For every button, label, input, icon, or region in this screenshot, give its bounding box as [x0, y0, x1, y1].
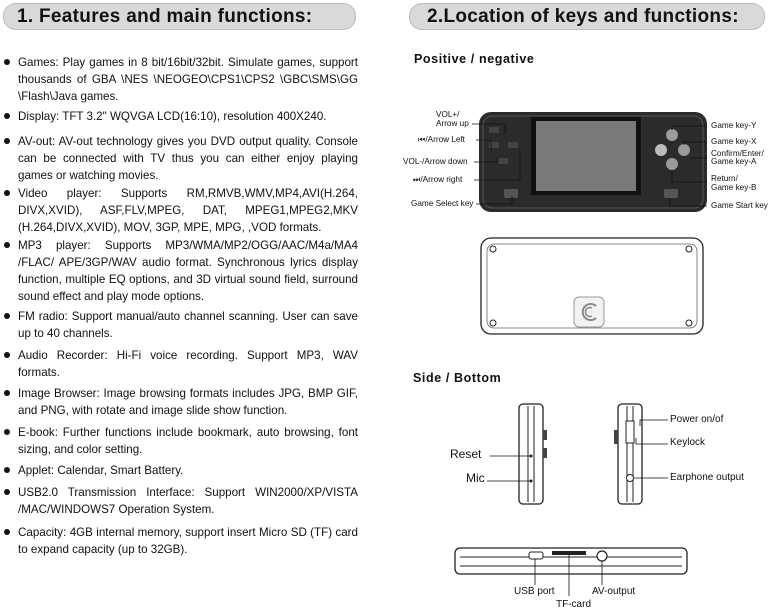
return-label: Return/: [711, 174, 738, 183]
game-key-y: [666, 129, 678, 141]
keys-header-text: 2.Location of keys and functions:: [427, 6, 739, 27]
feature-games: Games: Play games in 8 bit/16bit/32bit. Simulate games, support thousands of GBA \NES \NEOGEO\CPS1\CPS2 \GBC\SMS\GG \Flash\Java games.: [18, 56, 358, 103]
arrow-up-label: Arrow up: [436, 119, 469, 128]
side-bottom-title: Side / Bottom: [413, 371, 502, 385]
feature-mp3-player: MP3 player: Supports MP3/WMA/MP2/OGG/AAC/M4a/MA4 /FLAC/ APE/3GP/WAV audio format. Synchronous lyrics display function, multiple EQ options, and 3D virtual sound field, surround sound effect and play mode options.: [18, 239, 358, 303]
game-key-a: [678, 144, 690, 156]
feature-display: Display: TFT 3.2" WQVGA LCD(16:10), resolution 400X240.: [18, 110, 327, 123]
feature-av-out: AV-out: AV-out technology gives you DVD output quality. Console can be connected with TV thus you can either enjoy playing games or watching movies.: [18, 135, 358, 182]
screen: [536, 121, 636, 191]
confirm-label: Confirm/Enter/: [711, 149, 764, 158]
game-select-label: Game Select key: [411, 199, 474, 208]
game-key-a-label: Game key-A: [711, 157, 757, 166]
reset-label: Reset: [450, 447, 482, 461]
vol-down-label: VOL-/Arrow down: [403, 157, 468, 166]
arrow-left-text: /Arrow Left: [425, 135, 465, 144]
earphone-label: Earphone output: [670, 472, 744, 483]
arrow-left-label: [418, 135, 465, 144]
keylock-label: Keylock: [670, 437, 706, 448]
game-key-x-label: Game key-X: [711, 137, 757, 146]
next-track-icon: ⏭: [413, 175, 421, 184]
console-side-left: [519, 404, 547, 504]
arrow-right-text: /Arrow right: [420, 175, 463, 184]
game-start-key: [664, 189, 678, 198]
av-output-label: AV-output: [592, 586, 636, 597]
game-key-b-label: Game key-B: [711, 183, 757, 192]
game-start-label: Game Start key: [711, 201, 768, 210]
feature-audio-recorder: Audio Recorder: Hi-Fi voice recording. Support MP3, WAV formats.: [18, 349, 358, 379]
feature-applet: Applet: Calendar, Smart Battery.: [18, 464, 184, 477]
usb-port-label: USB port: [514, 586, 555, 597]
tf-card-slot: [552, 551, 586, 555]
vol-up-label: VOL+/: [436, 110, 460, 119]
arrow-right-label: [413, 175, 462, 184]
feature-usb: USB2.0 Transmission Interface: Support WIN2000/XP/VISTA /MAC/WINDOWS7 Operation System.: [18, 486, 358, 516]
game-select-key: [504, 189, 518, 198]
console-side-right: [614, 404, 642, 504]
feature-fm-radio: FM radio: Support manual/auto channel scanning. User can save up to 40 channels.: [18, 310, 358, 340]
previous-track-icon: ⏮: [418, 135, 426, 144]
feature-capacity: Capacity: 4GB internal memory, support insert Micro SD (TF) card to expand capacity (up to 32GB).: [18, 526, 358, 556]
usb-port: [529, 552, 543, 559]
game-key-y-label: Game key-Y: [711, 121, 757, 130]
front-back-title: Positive / negative: [414, 52, 535, 66]
feature-video-player: Video player: Supports RM,RMVB,WMV,MP4,AVI(H.264, DIVX,XVID), ASF,FLV,MPEG, DAT, MPEG1,MPEG2,MKV (H.264,DIVX,XVID), MOV, 3GP, MPE, MPG, ,VOD formats.: [18, 187, 358, 234]
av-output-jack: [597, 551, 607, 561]
game-key-b: [666, 158, 678, 170]
power-label: Power on/of: [670, 414, 724, 425]
mic-label: Mic: [466, 471, 485, 485]
feature-e-book: E-book: Further functions include bookmark, auto browsing, font sizing, and color setting.: [18, 426, 358, 456]
feature-image-browser: Image Browser: Image browsing formats includes JPG, BMP GIF, and PNG, with rotate and image slide show function.: [18, 387, 358, 417]
console-back: [481, 238, 703, 334]
tf-card-label: TF-card: [556, 599, 591, 610]
console-bottom: [455, 548, 687, 574]
console-front: [479, 112, 707, 212]
game-key-x: [655, 144, 667, 156]
features-header-text: 1. Features and main functions:: [17, 6, 313, 27]
